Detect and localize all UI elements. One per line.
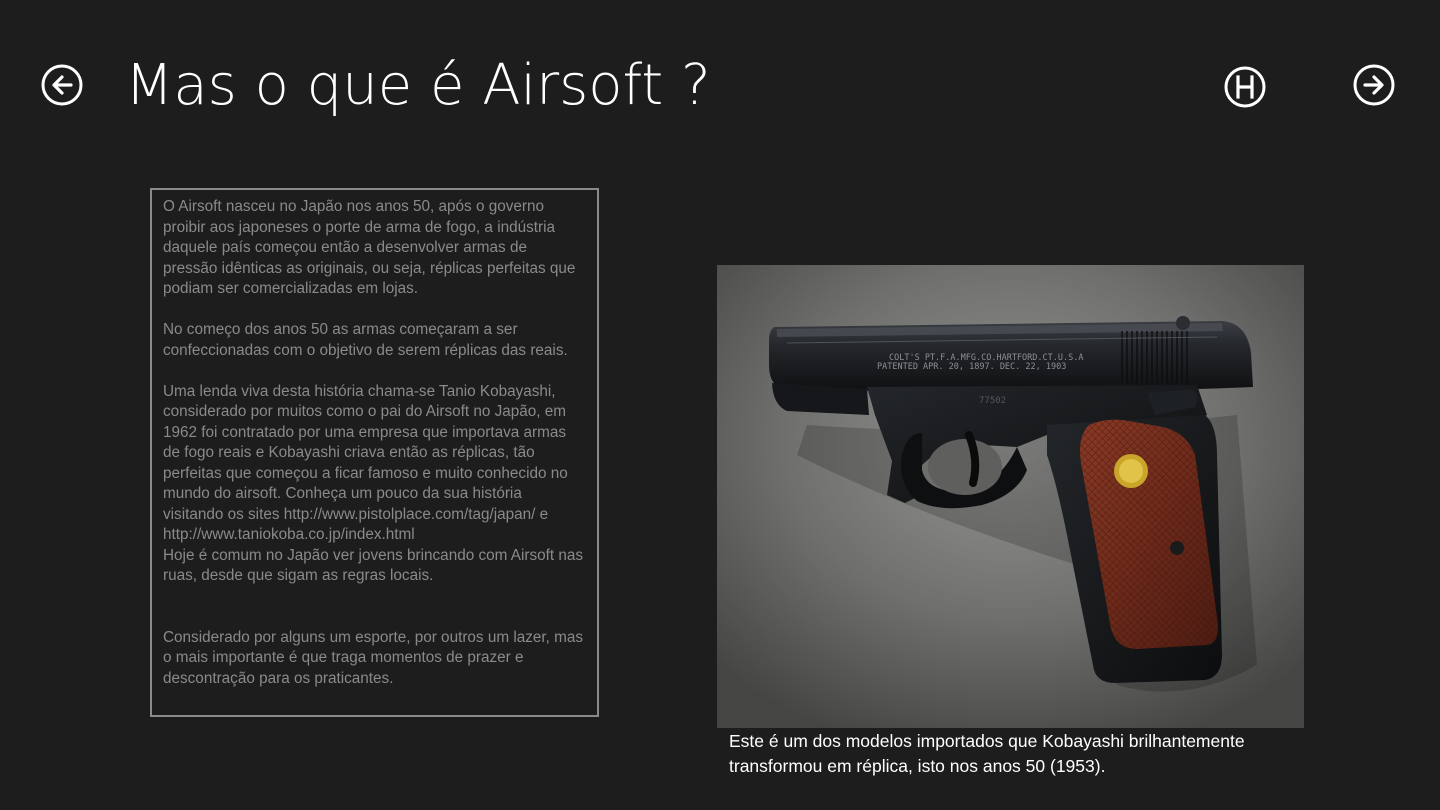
article-text-box [150, 188, 599, 717]
colt-pistol-image [717, 265, 1304, 728]
slide-marking-line-1: COLT'S PT.F.A.MFG.CO.HARTFORD.CT.U.S.A [889, 353, 1084, 363]
serial-number-text: 77502 [979, 396, 1007, 406]
article-paragraph-2: No começo dos anos 50 as armas começaram a ser confeccionadas com o objetivo de serem réplicas das reais. [163, 321, 568, 359]
article-paragraph-4: Considerado por alguns um esporte, por outros um lazer, mas o mais importante é que traga momentos de prazer e descontração para os praticantes. [163, 628, 584, 687]
article-paragraph-1: O Airsoft nasceu no Japão nos anos 50, após o governo proibir aos japoneses o porte de arma de fogo, a indústria daquele país começou então a desenvolver armas de pressão idênticas as originais, ou seja, réplicas perfeitas que podiam ser comercializadas em lojas. [163, 198, 576, 297]
pistol-photo [717, 265, 1304, 728]
next-button[interactable] [1353, 64, 1395, 106]
arrow-right-circle-icon [1353, 64, 1395, 106]
home-button[interactable] [1224, 66, 1266, 108]
photo-caption: Este é um dos modelos importados que Kobayashi brilhantemente transformou em réplica, isto nos anos 50 (1953). [729, 731, 1245, 776]
article-paragraph-3: Uma lenda viva desta história chama-se Tanio Kobayashi, considerado por muitos como o pai do Airsoft no Japão, em 1962 foi contratado por uma empresa que importava armas de fogo reais e Kobayashi criava então as réplicas, tão perfeitas que começou a ficar famoso e muito conhecido no mundo do airsoft. Conheça um pouco da sua história visitando os sites http://www.pistolplace.com/tag/japan/ e http://www.taniokoba.co.jp/index.html Hoje é comum no Japão ver jovens brincando com Airsoft nas ruas, desde que sigam as regras locais. [163, 382, 584, 584]
back-button[interactable] [41, 64, 83, 106]
page-title: Mas o que é Airsoft ? [125, 53, 711, 118]
home-h-circle-icon [1224, 66, 1266, 108]
slide-marking-line-2: PATENTED APR. 20, 1897. DEC. 22, 1903 [877, 362, 1067, 372]
arrow-left-circle-icon [41, 64, 83, 106]
